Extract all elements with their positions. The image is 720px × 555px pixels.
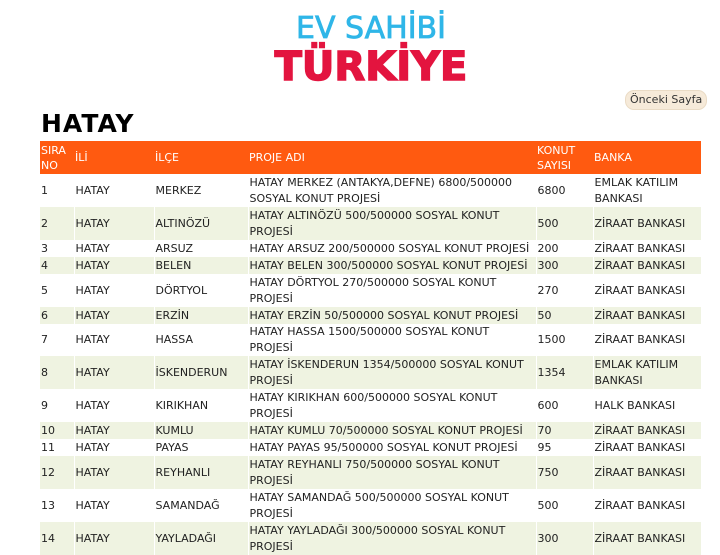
cell-sira: 9 [40,389,74,422]
cell-il: HATAY [74,439,154,456]
cell-sira: 11 [40,439,74,456]
cell-il: HATAY [74,307,154,324]
housing-projects-table [40,141,702,555]
table-row [40,422,701,439]
cell-konut: 70 [536,422,593,439]
cell-proje: HATAY REYHANLI 750/500000 SOSYAL KONUT PROJESİ [248,456,536,489]
cell-proje: HATAY HASSA 1500/500000 SOSYAL KONUT PROJESİ [248,324,536,356]
cell-banka: ZİRAAT BANKASI [593,489,701,522]
cell-il: HATAY [74,522,154,555]
previous-page-button[interactable]: Önceki Sayfa [625,90,707,110]
cell-banka: ZİRAAT BANKASI [593,257,701,274]
cell-proje: HATAY MERKEZ (ANTAKYA,DEFNE) 6800/500000 SOSYAL KONUT PROJESİ [248,174,536,207]
table-row [40,456,701,489]
cell-sira: 5 [40,274,74,307]
column-header-konut-sayisi: KONUT SAYISI [536,141,593,174]
cell-banka: ZİRAAT BANKASI [593,522,701,555]
cell-ilce: SAMANDAĞ [154,489,248,522]
table-row [40,207,701,240]
cell-ilce: HASSA [154,324,248,356]
cell-konut: 200 [536,240,593,257]
cell-ilce: YAYLADAĞI [154,522,248,555]
cell-konut: 270 [536,274,593,307]
cell-sira: 1 [40,174,74,207]
cell-sira: 13 [40,489,74,522]
cell-banka: ZİRAAT BANKASI [593,307,701,324]
table-row [40,274,701,307]
cell-konut: 600 [536,389,593,422]
cell-ilce: ARSUZ [154,240,248,257]
cell-ilce: İSKENDERUN [154,356,248,389]
table-row [40,489,701,522]
cell-proje: HATAY ARSUZ 200/500000 SOSYAL KONUT PROJESİ [248,240,536,257]
table-row [40,439,701,456]
cell-il: HATAY [74,356,154,389]
cell-il: HATAY [74,456,154,489]
cell-ilce: BELEN [154,257,248,274]
cell-proje: HATAY SAMANDAĞ 500/500000 SOSYAL KONUT PROJESİ [248,489,536,522]
column-header-ilce: İLÇE [154,141,248,174]
cell-konut: 300 [536,257,593,274]
cell-proje: HATAY ALTINÖZÜ 500/500000 SOSYAL KONUT PROJESİ [248,207,536,240]
cell-sira: 12 [40,456,74,489]
cell-konut: 500 [536,207,593,240]
cell-konut: 500 [536,489,593,522]
cell-banka: EMLAK KATILIM BANKASI [593,174,701,207]
ev-sahibi-turkiye-logo[interactable] [246,12,496,92]
cell-ilce: ALTINÖZÜ [154,207,248,240]
cell-konut: 6800 [536,174,593,207]
page-title: HATAY [41,109,135,138]
cell-ilce: KIRIKHAN [154,389,248,422]
cell-banka: ZİRAAT BANKASI [593,240,701,257]
cell-il: HATAY [74,174,154,207]
cell-konut: 750 [536,456,593,489]
cell-konut: 50 [536,307,593,324]
cell-proje: HATAY KUMLU 70/500000 SOSYAL KONUT PROJESİ [248,422,536,439]
table-row [40,324,701,356]
table-row [40,240,701,257]
cell-sira: 2 [40,207,74,240]
cell-proje: HATAY İSKENDERUN 1354/500000 SOSYAL KONUT PROJESİ [248,356,536,389]
cell-il: HATAY [74,274,154,307]
cell-il: HATAY [74,207,154,240]
table-row [40,174,701,207]
cell-ilce: ERZİN [154,307,248,324]
table-row [40,307,701,324]
cell-sira: 4 [40,257,74,274]
cell-proje: HATAY YAYLADAĞI 300/500000 SOSYAL KONUT PROJESİ [248,522,536,555]
cell-banka: ZİRAAT BANKASI [593,456,701,489]
column-header-banka: BANKA [593,141,701,174]
cell-proje: HATAY BELEN 300/500000 SOSYAL KONUT PROJESİ [248,257,536,274]
table-header-row [40,141,701,174]
cell-proje: HATAY PAYAS 95/500000 SOSYAL KONUT PROJESİ [248,439,536,456]
cell-banka: ZİRAAT BANKASI [593,439,701,456]
table-row [40,389,701,422]
cell-ilce: KUMLU [154,422,248,439]
cell-ilce: MERKEZ [154,174,248,207]
cell-konut: 1500 [536,324,593,356]
table-row [40,257,701,274]
cell-sira: 14 [40,522,74,555]
table-row [40,356,701,389]
cell-il: HATAY [74,257,154,274]
cell-konut: 95 [536,439,593,456]
cell-banka: ZİRAAT BANKASI [593,274,701,307]
cell-banka: ZİRAAT BANKASI [593,207,701,240]
cell-banka: HALK BANKASI [593,389,701,422]
cell-proje: HATAY KIRIKHAN 600/500000 SOSYAL KONUT PROJESİ [248,389,536,422]
cell-konut: 1354 [536,356,593,389]
cell-il: HATAY [74,324,154,356]
logo-text-bottom: TÜRKİYE [274,44,468,90]
cell-il: HATAY [74,240,154,257]
cell-sira: 6 [40,307,74,324]
column-header-proje-adi: PROJE ADI [248,141,536,174]
cell-sira: 8 [40,356,74,389]
column-header-ili: İLİ [74,141,154,174]
logo-text-top: EV SAHİBİ [296,11,446,46]
table-row [40,522,701,555]
cell-sira: 7 [40,324,74,356]
cell-sira: 10 [40,422,74,439]
cell-il: HATAY [74,422,154,439]
cell-ilce: PAYAS [154,439,248,456]
cell-il: HATAY [74,389,154,422]
cell-banka: ZİRAAT BANKASI [593,422,701,439]
cell-il: HATAY [74,489,154,522]
cell-banka: ZİRAAT BANKASI [593,324,701,356]
cell-banka: EMLAK KATILIM BANKASI [593,356,701,389]
cell-konut: 300 [536,522,593,555]
cell-proje: HATAY DÖRTYOL 270/500000 SOSYAL KONUT PROJESİ [248,274,536,307]
column-header-sira-no: SIRA NO [40,141,74,174]
cell-ilce: DÖRTYOL [154,274,248,307]
cell-proje: HATAY ERZİN 50/500000 SOSYAL KONUT PROJESİ [248,307,536,324]
cell-ilce: REYHANLI [154,456,248,489]
cell-sira: 3 [40,240,74,257]
